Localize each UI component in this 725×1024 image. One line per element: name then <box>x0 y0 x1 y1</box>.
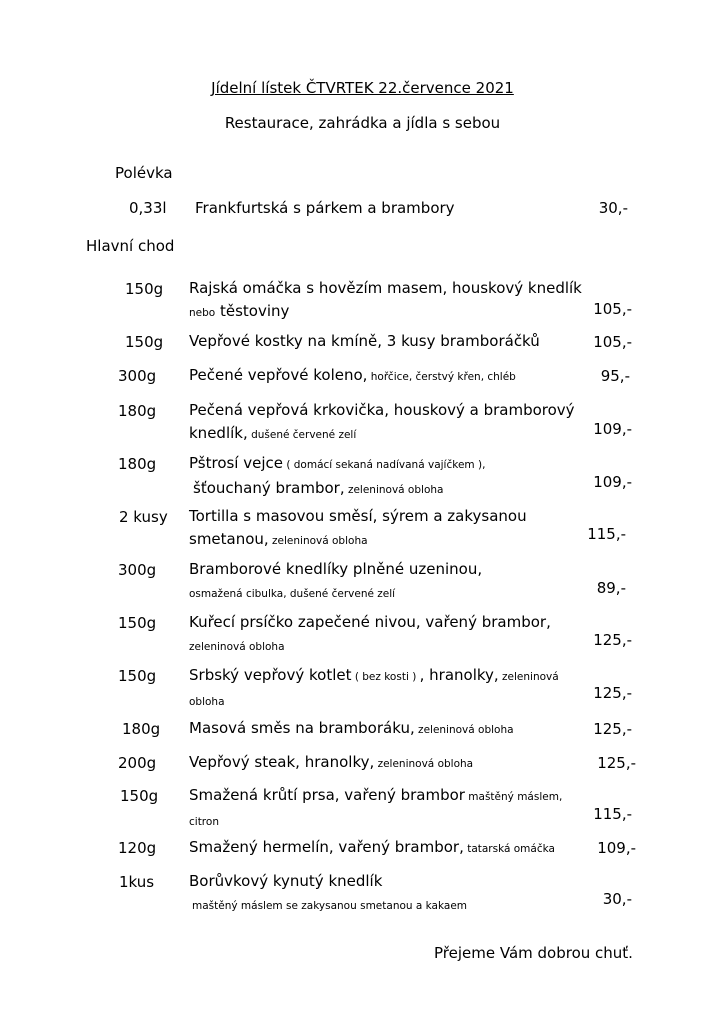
item-name: Smažená krůtí prsa, vařený brambor maštěný máslem, citron <box>189 786 563 828</box>
item-price: 89,- <box>596 579 626 597</box>
item-name: Rajská omáčka s hovězím masem, houskový knedlík nebo těstoviny <box>189 279 582 320</box>
item-name: Masová směs na bramboráku, zeleninová obloha <box>189 719 514 737</box>
item-qty: 2 kusy <box>119 508 168 526</box>
item-price: 125,- <box>593 720 632 738</box>
item-qty: 200g <box>118 754 157 772</box>
item-price: 105,- <box>593 333 632 351</box>
item-price: 95,- <box>600 367 630 385</box>
item-name: Pečené vepřové koleno, hořčice, čerstvý křen, chléb <box>189 366 516 384</box>
item-qty: 120g <box>118 839 157 857</box>
item-name: Vepřové kostky na kmíně, 3 kusy bramboráčků <box>189 332 540 350</box>
item-qty: 180g <box>122 720 161 738</box>
page-subtitle: Restaurace, zahrádka a jídla s sebou <box>224 114 501 132</box>
item-price: 115,- <box>593 805 632 823</box>
item-qty: 150g <box>120 787 159 805</box>
item-price: 109,- <box>593 420 632 438</box>
item-name: Tortilla s masovou směsí, sýrem a zakysanou smetanou, zeleninová obloha <box>189 507 527 548</box>
item-qty: 180g <box>118 402 157 420</box>
item-name: Smažený hermelín, vařený brambor, tatarská omáčka <box>189 838 555 856</box>
item-name: Pštrosí vejce ( domácí sekaná nadívaná vajíčkem ), šťouchaný brambor, zeleninová obloha <box>189 454 486 497</box>
item-price: 109,- <box>597 839 636 857</box>
item-price: 115,- <box>587 525 626 543</box>
item-qty: 150g <box>125 280 164 298</box>
item-price: 105,- <box>593 300 632 318</box>
item-qty: 300g <box>118 367 157 385</box>
soup-qty: 0,33l <box>129 199 167 217</box>
item-qty: 150g <box>125 333 164 351</box>
item-name: Pečená vepřová krkovička, houskový a bramborový knedlík, dušené červené zelí <box>189 401 575 442</box>
page-title: Jídelní lístek ČTVRTEK 22.července 2021 <box>211 79 514 97</box>
item-name: Vepřový steak, hranolky, zeleninová obloha <box>189 753 474 771</box>
item-qty: 150g <box>118 667 157 685</box>
item-name: Bramborové knedlíky plněné uzeninou, osmažená cibulka, dušené červené zelí <box>189 560 483 600</box>
closing-text: Přejeme Vám dobrou chuť. <box>434 944 633 962</box>
item-price: 125,- <box>593 631 632 649</box>
item-name: Srbský vepřový kotlet ( bez kosti ) , hranolky, zeleninová obloha <box>189 666 559 708</box>
item-qty: 300g <box>118 561 157 579</box>
main-heading: Hlavní chod <box>86 237 175 255</box>
item-qty: 180g <box>118 455 157 473</box>
item-qty: 150g <box>118 614 157 632</box>
item-price: 125,- <box>593 684 632 702</box>
item-price: 125,- <box>597 754 636 772</box>
soup-name: Frankfurtská s párkem a brambory <box>195 199 455 217</box>
item-name: Kuřecí prsíčko zapečené nivou, vařený brambor, zeleninová obloha <box>189 613 551 653</box>
soup-heading: Polévka <box>115 164 173 182</box>
item-price: 109,- <box>593 473 632 491</box>
item-name: Borůvkový kynutý knedlík maštěný máslem se zakysanou smetanou a kakaem <box>189 872 468 912</box>
item-qty: 1kus <box>119 873 155 891</box>
soup-price: 30,- <box>598 199 628 217</box>
item-price: 30,- <box>602 890 632 908</box>
